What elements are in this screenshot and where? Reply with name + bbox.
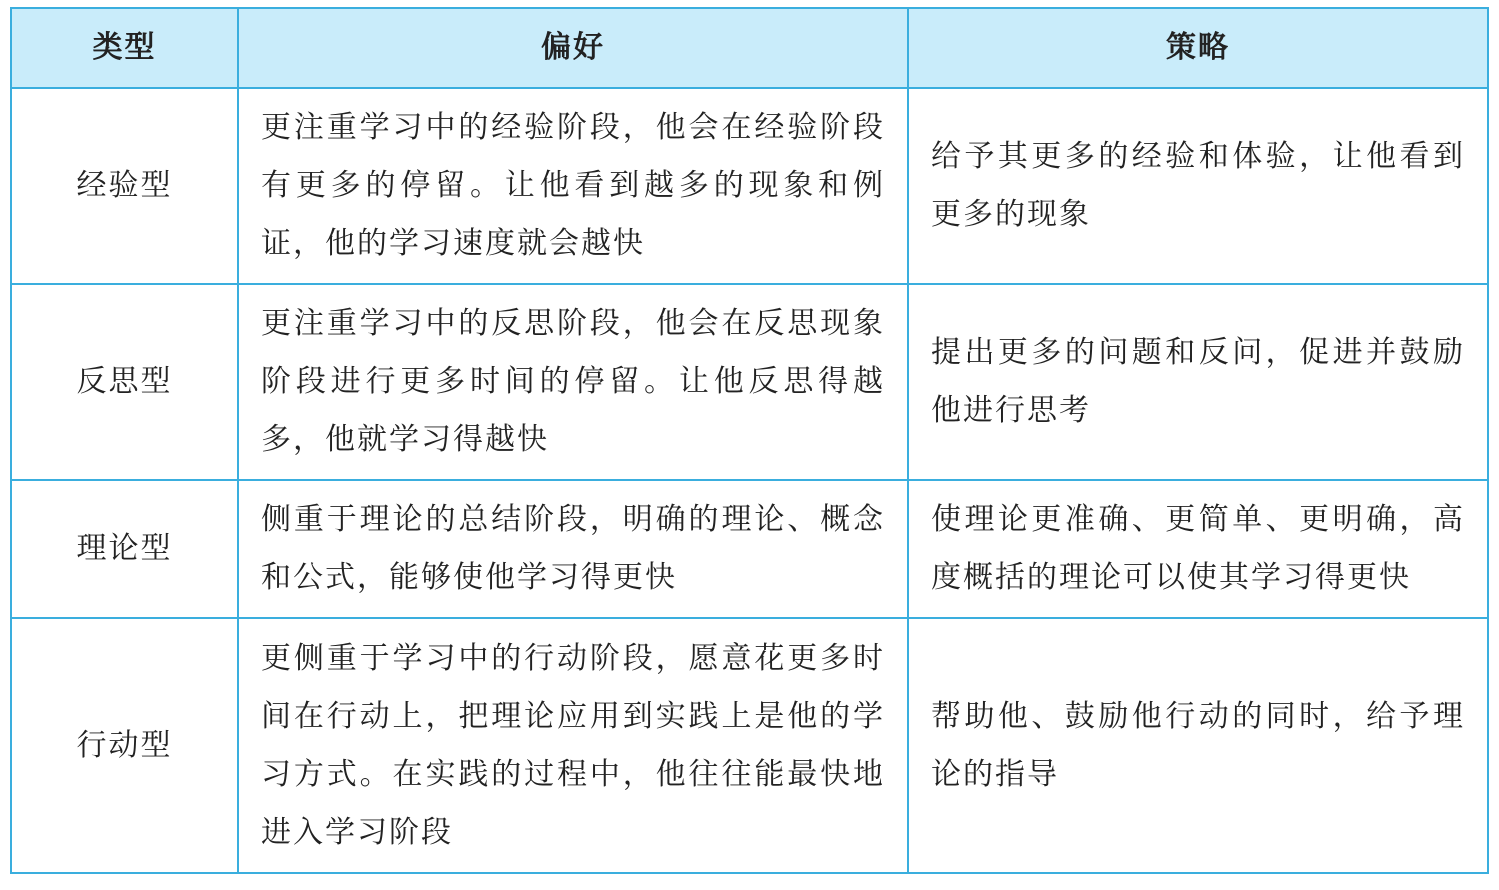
header-preference: 偏好 — [238, 8, 908, 88]
header-type: 类型 — [11, 8, 238, 88]
preference-cell: 更注重学习中的经验阶段，他会在经验阶段有更多的停留。让他看到越多的现象和例证，他的学习速度就会越快 — [238, 88, 908, 284]
learning-style-table-container — [10, 7, 1487, 874]
type-cell: 理论型 — [11, 480, 238, 618]
strategy-cell: 使理论更准确、更简单、更明确，高度概括的理论可以使其学习得更快 — [908, 480, 1488, 618]
table-row — [11, 284, 1488, 480]
table-header-row — [11, 8, 1488, 88]
header-strategy: 策略 — [908, 8, 1488, 88]
type-cell: 行动型 — [11, 618, 238, 873]
type-cell: 反思型 — [11, 284, 238, 480]
table-row — [11, 480, 1488, 618]
strategy-cell: 提出更多的问题和反问，促进并鼓励他进行思考 — [908, 284, 1488, 480]
type-cell: 经验型 — [11, 88, 238, 284]
strategy-cell: 给予其更多的经验和体验，让他看到更多的现象 — [908, 88, 1488, 284]
table-row — [11, 88, 1488, 284]
table-row — [11, 618, 1488, 873]
strategy-cell: 帮助他、鼓励他行动的同时，给予理论的指导 — [908, 618, 1488, 873]
learning-style-table — [10, 7, 1489, 874]
preference-cell: 更注重学习中的反思阶段，他会在反思现象阶段进行更多时间的停留。让他反思得越多，他就学习得越快 — [238, 284, 908, 480]
preference-cell: 侧重于理论的总结阶段，明确的理论、概念和公式，能够使他学习得更快 — [238, 480, 908, 618]
preference-cell: 更侧重于学习中的行动阶段，愿意花更多时间在行动上，把理论应用到实践上是他的学习方式。在实践的过程中，他往往能最快地进入学习阶段 — [238, 618, 908, 873]
